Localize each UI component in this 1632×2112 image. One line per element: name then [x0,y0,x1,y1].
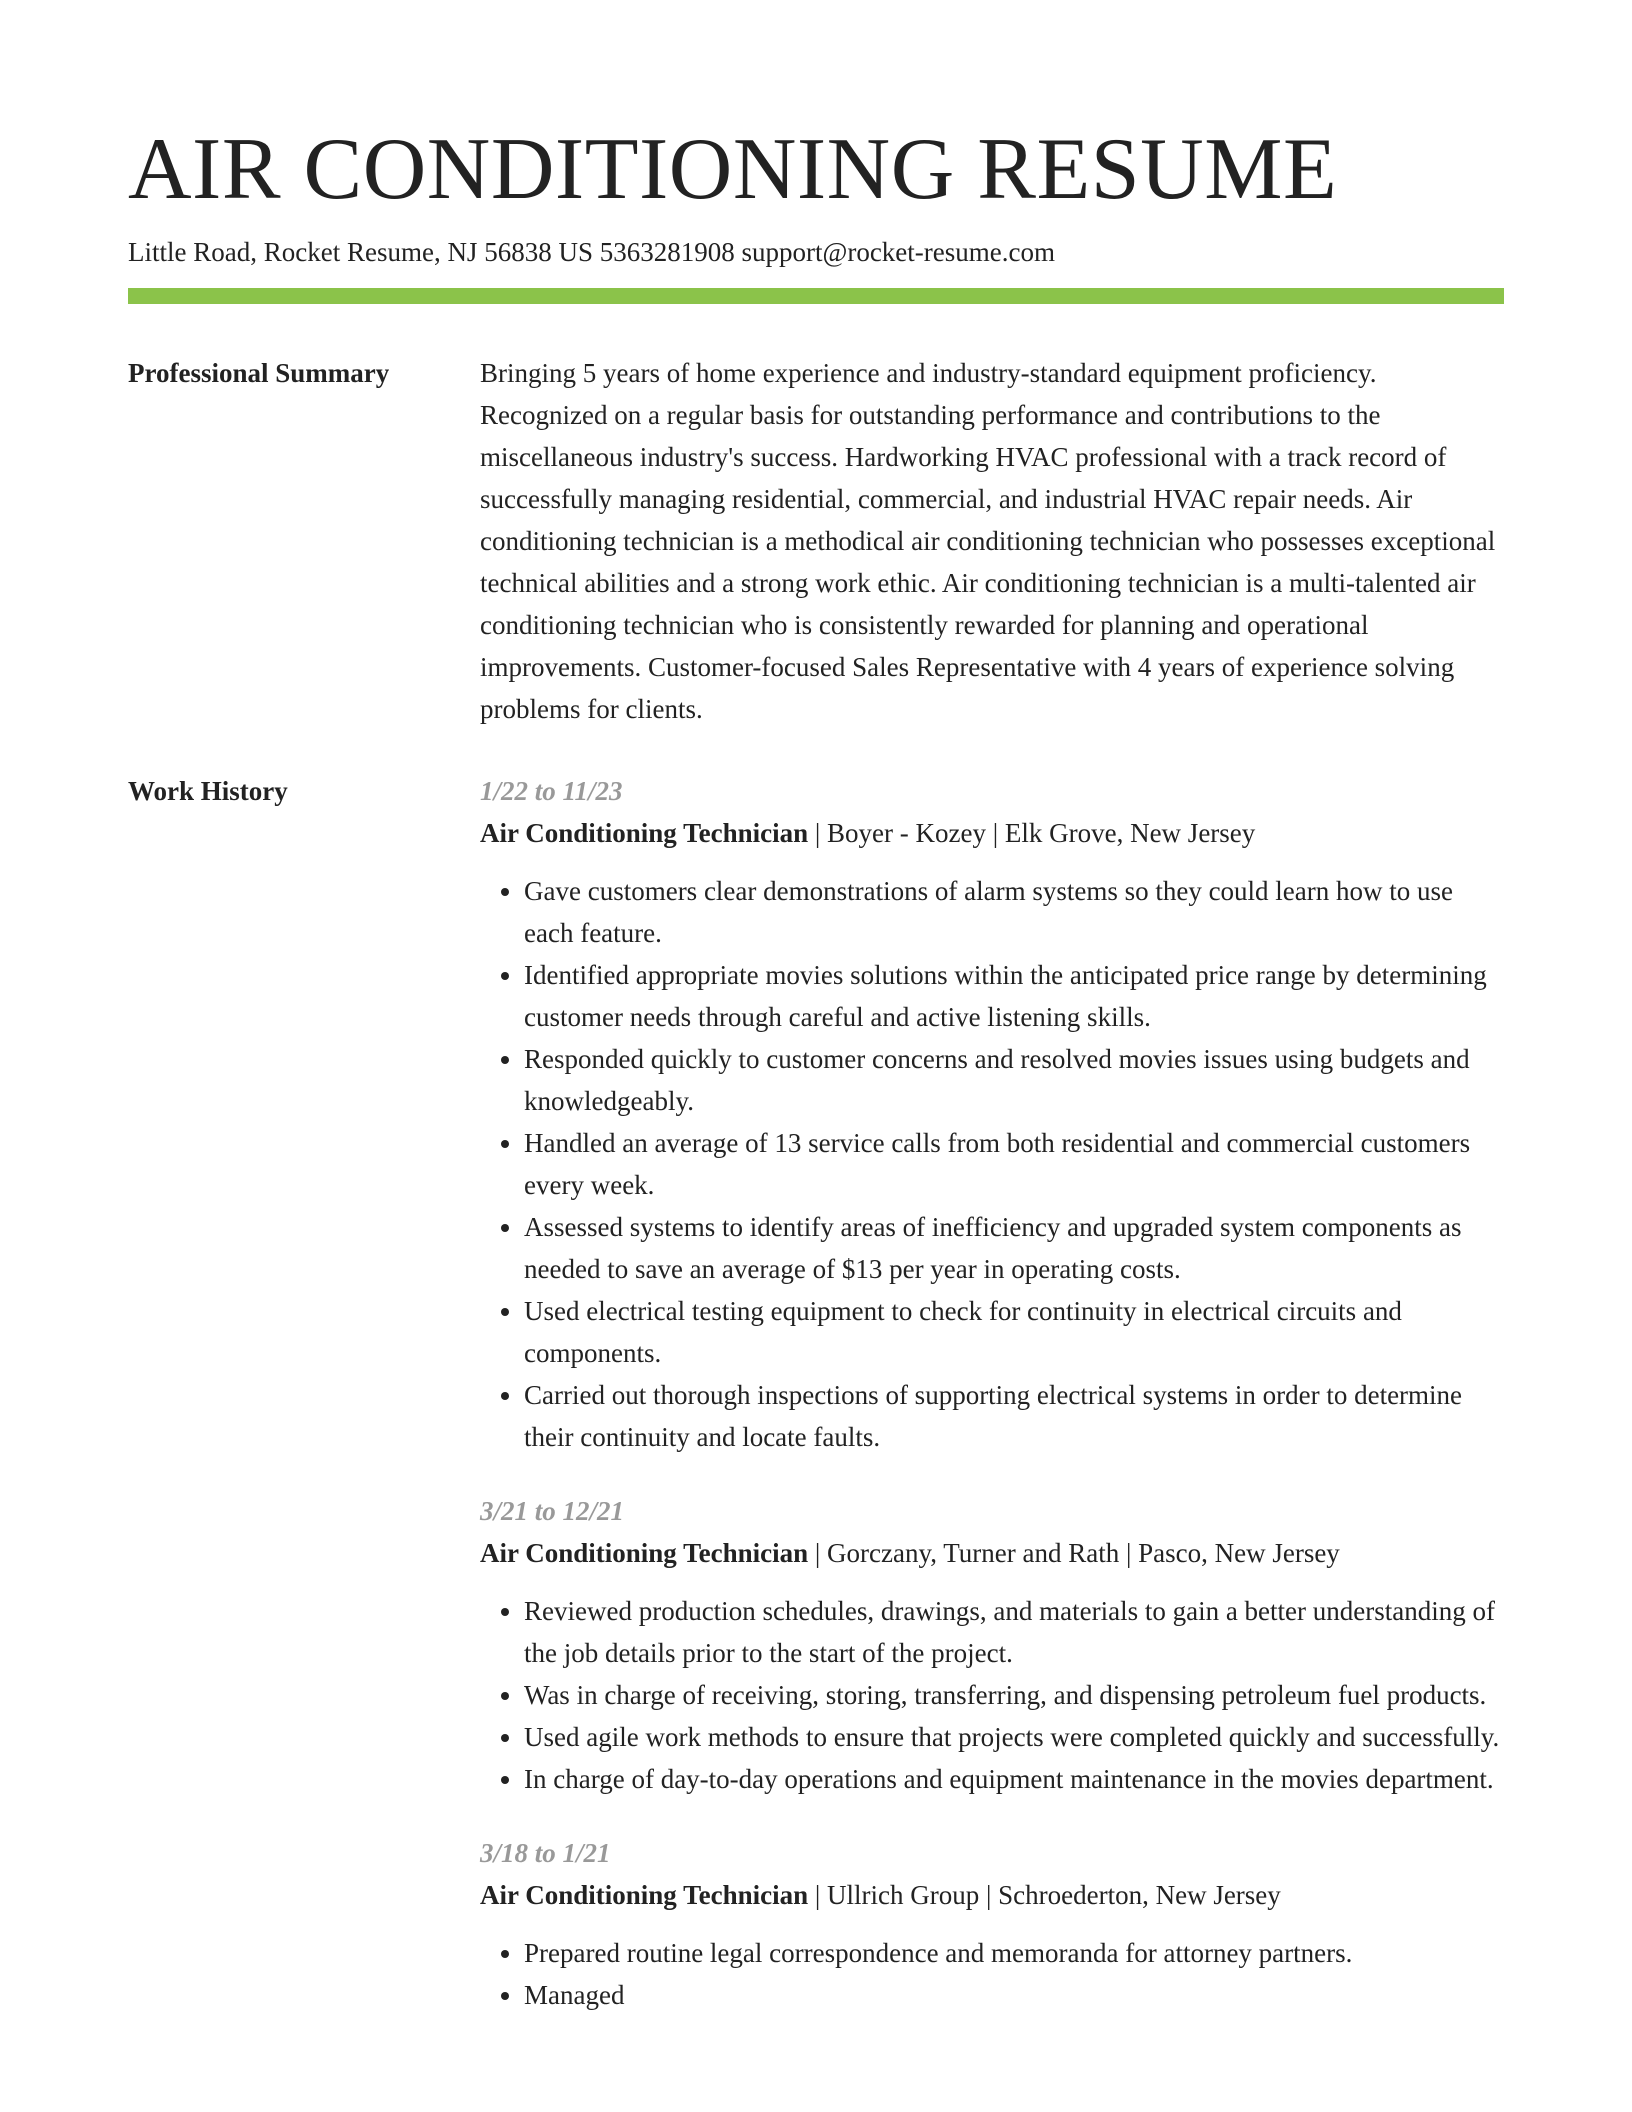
job-bullet: • Handled an average of 13 service calls from both residential and commercial customers every week. [524,1122,1504,1206]
job-dates: 1/22 to 11/23 [480,776,623,806]
job-bullet: • Used electrical testing equipment to check for continuity in electrical circuits and components. [524,1290,1504,1374]
job-bullet: • Responded quickly to customer concerns and resolved movies issues using budgets and knowledgeably. [524,1038,1504,1122]
job-bullet: • Reviewed production schedules, drawings, and materials to gain a better understanding of the job details prior to the start of the project. [524,1590,1504,1674]
job-title-line [480,1532,1504,1574]
job-role: Air Conditioning Technician [480,1880,809,1910]
summary-heading: Professional Summary [128,358,390,388]
job-entry [480,1490,1504,1800]
work-history-heading: Work History [128,776,288,806]
job-dates: 3/18 to 1/21 [480,1838,611,1868]
resume-title: AIR CONDITIONING RESUME [128,121,1338,218]
job-employer-location: | Boyer - Kozey | Elk Grove, New Jersey [808,818,1256,848]
job-employer-location: | Ullrich Group | Schroederton, New Jersey [808,1880,1281,1910]
job-bullet: • Was in charge of receiving, storing, transferring, and dispensing petroleum fuel products. [524,1674,1504,1716]
job-dates: 3/21 to 12/21 [480,1496,625,1526]
contact-line: Little Road, Rocket Resume, NJ 56838 US 5363281908 support@rocket-resume.com [128,237,1055,267]
job-entry [480,1832,1504,2016]
job-bullets [480,1932,1504,2016]
job-bullet: • Identified appropriate movies solutions within the anticipated price range by determining customer needs through careful and active listening skills. [524,954,1504,1038]
job-title-line [480,1874,1504,1916]
work-history-section [128,770,1504,2048]
job-bullet: • Gave customers clear demonstrations of alarm systems so they could learn how to use each feature. [524,870,1504,954]
job-bullets [480,1590,1504,1800]
resume-page [128,0,1504,2048]
job-bullet: • Carried out thorough inspections of supporting electrical systems in order to determine their continuity and locate faults. [524,1374,1504,1458]
job-bullet: • In charge of day-to-day operations and equipment maintenance in the movies department. [524,1758,1504,1800]
job-entry [480,770,1504,1458]
job-role: Air Conditioning Technician [480,818,809,848]
summary-section [128,352,1504,730]
job-role: Air Conditioning Technician [480,1538,809,1568]
job-employer-location: | Gorczany, Turner and Rath | Pasco, New Jersey [808,1538,1340,1568]
job-bullet: • Assessed systems to identify areas of inefficiency and upgraded system components as needed to save an average of $13 per year in operating costs. [524,1206,1504,1290]
job-title-line [480,812,1504,854]
job-bullets [480,870,1504,1458]
accent-divider [128,288,1504,304]
job-bullet: • Prepared routine legal correspondence and memoranda for attorney partners. [524,1932,1504,1974]
job-bullet: • Used agile work methods to ensure that projects were completed quickly and successfully. [524,1716,1504,1758]
job-bullet: • Managed [524,1974,1504,2016]
summary-text: Bringing 5 years of home experience and industry-standard equipment proficiency. Recognized on a regular basis for outstanding performance and contributions to the miscellaneous industry's success. Hardworking HVAC professional with a track record of successfully managing residential, commercial, and industrial HVAC repair needs. Air conditioning technician is a methodical air conditioning technician who possesses exceptional technical abilities and a strong work ethic. Air conditioning technician is a multi-talented air conditioning technician who is consistently rewarded for planning and operational improvements. Customer-focused Sales Representative with 4 years of experience solving problems for clients. [480,358,1496,724]
